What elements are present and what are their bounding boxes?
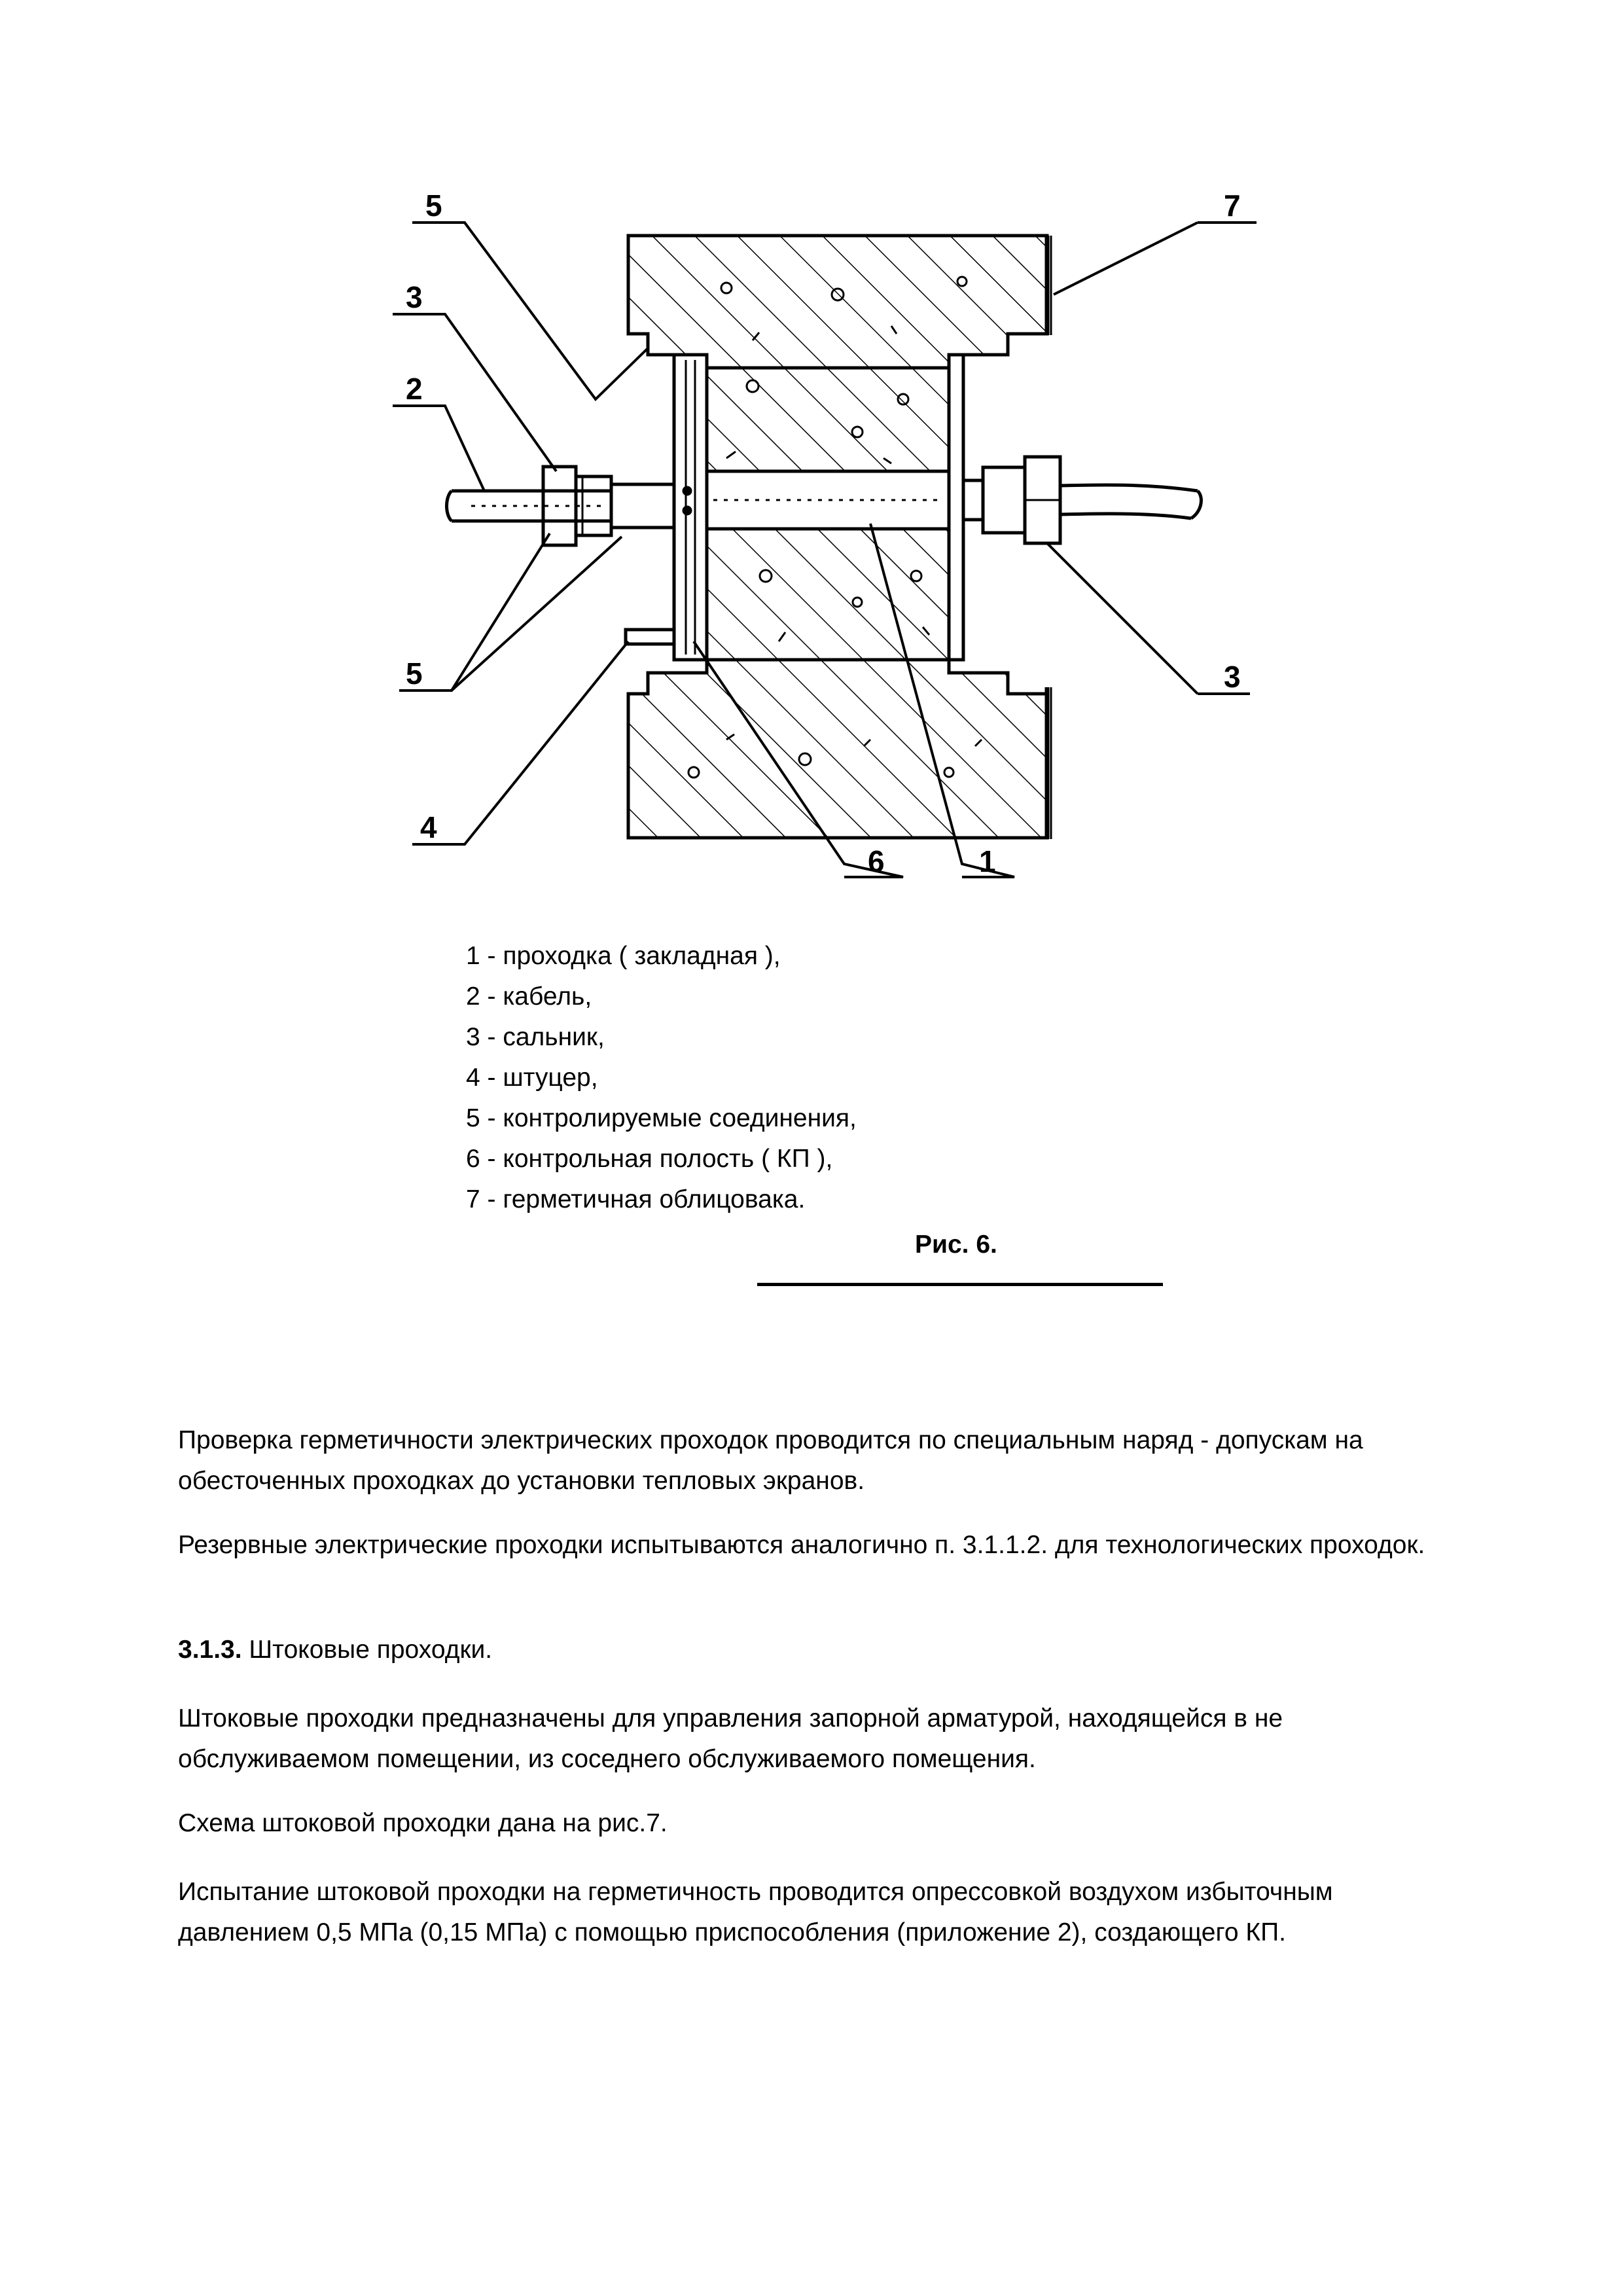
paragraph-stem-test: Испытание штоковой проходки на герметичность проводится опрессовкой воздухом избыточным давлением 0,5 МПа (0,15 МПа) с помощью приспособления (приложение 2), создающего КП.: [178, 1878, 1333, 1946]
figure-legend: [466, 936, 857, 1220]
section-number: 3.1.3.: [178, 1636, 242, 1664]
callout-2: 2: [406, 372, 423, 406]
paragraph-leak-test: Проверка герметичности электрических проходок проводится по специальным наряд - допускам на обесточенных проходках до установки тепловых экранов.: [178, 1426, 1363, 1495]
callout-1: 1: [979, 844, 996, 878]
legend-item: 5 - контролируемые соединения,: [466, 1104, 857, 1132]
section-heading: [178, 1630, 1461, 1670]
cable-penetration-diagram: [386, 183, 1289, 890]
paragraph-stem-scheme: Схема штоковой проходки дана на рис.7.: [178, 1809, 668, 1837]
left-gland-and-cable: [447, 467, 675, 644]
caption-divider: [757, 1283, 1163, 1286]
callout-4: 4: [420, 810, 437, 844]
callout-3-right: 3: [1224, 660, 1241, 694]
paragraph-reserve-penetrations: Резервные электрические проходки испытываются аналогично п. 3.1.1.2. для технологических проходок.: [178, 1531, 1425, 1559]
legend-item: 1 - проходка ( закладная ),: [466, 942, 781, 970]
figure-caption: Рис. 6.: [915, 1230, 997, 1259]
legend-item: 7 - герметичная облицовака.: [466, 1185, 806, 1213]
callout-5-top: 5: [425, 188, 442, 223]
section-title: Штоковые проходки.: [241, 1636, 493, 1664]
callout-3-left: 3: [406, 280, 423, 314]
legend-item: 4 - штуцер,: [466, 1064, 598, 1092]
callout-5-lower: 5: [406, 656, 423, 691]
legend-item: 3 - сальник,: [466, 1023, 605, 1051]
legend-item: 6 - контрольная полость ( КП ),: [466, 1145, 833, 1173]
legend-item: 2 - кабель,: [466, 982, 592, 1011]
callout-6: 6: [868, 844, 885, 878]
callout-7: 7: [1224, 188, 1241, 223]
paragraph-stem-purpose: Штоковые проходки предназначены для управления запорной арматурой, находящейся в не обслуживаемом помещении, из соседнего обслуживаемого помещения.: [178, 1704, 1283, 1773]
right-gland-and-cable: [963, 457, 1201, 543]
